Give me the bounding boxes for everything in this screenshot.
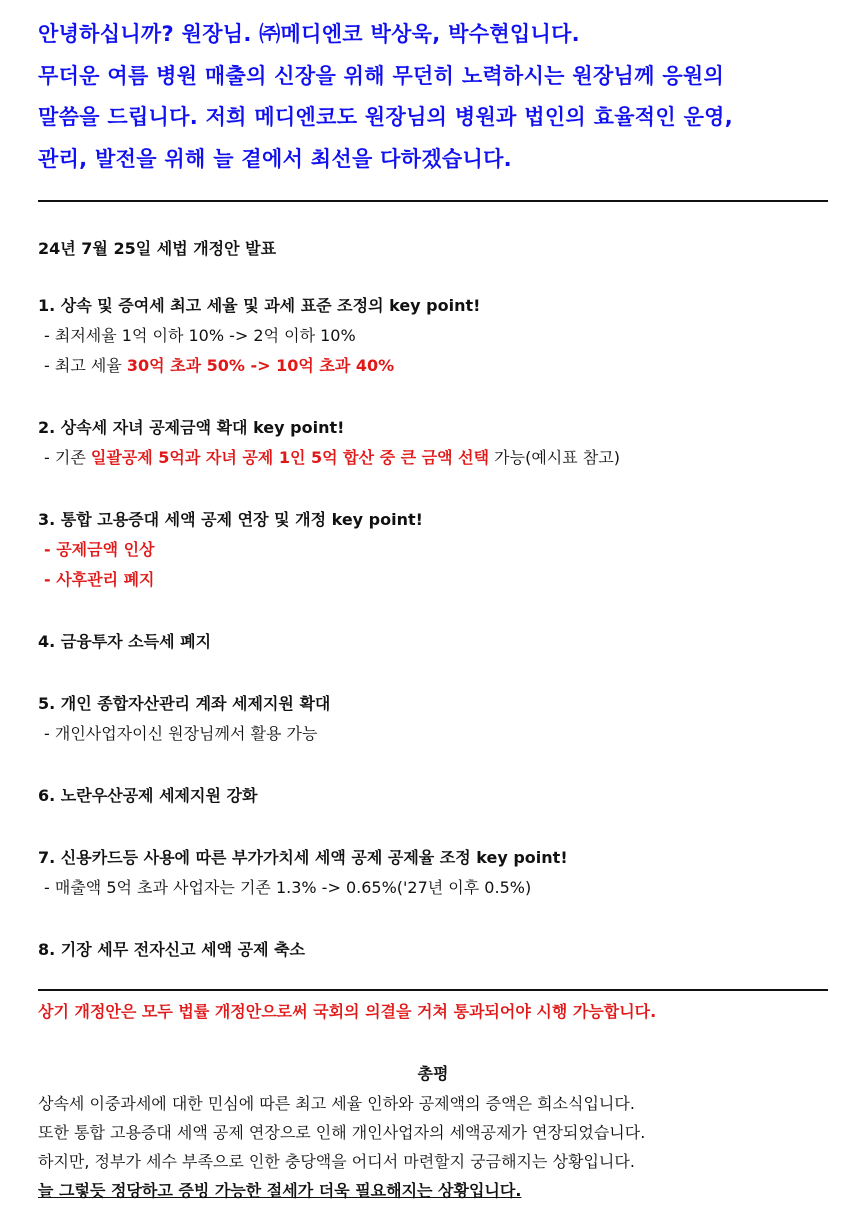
list-item: [38, 505, 828, 595]
legal-notice: 상기 개정안은 모두 법률 개정안으로써 국회의 의결을 거쳐 통과되어야 시행 가능합니다.: [38, 1002, 657, 1021]
intro-greeting: [38, 14, 828, 180]
document-page: [38, 0, 828, 1205]
item-title: 1. 상속 및 증여세 최고 세율 및 과세 표준 조정의 key point!: [38, 296, 481, 315]
highlight-text: 일괄공제 5억과 자녀 공제 1인 5억 합산 중 큰 금액 선택: [90, 448, 490, 467]
list-item: [38, 689, 828, 749]
announcement-date: 24년 7월 25일 세법 개정안 발표: [38, 239, 277, 258]
summary-line: 하지만, 정부가 세수 부족으로 인한 충당액을 어디서 마련할지 궁금해지는 상황입니다.: [38, 1152, 635, 1171]
item-title: 8. 기장 세무 전자신고 세액 공제 축소: [38, 940, 306, 959]
list-item: [38, 843, 828, 903]
intro-line: 관리, 발전을 위해 늘 곁에서 최선을 다하겠습니다.: [38, 146, 512, 171]
item-title: 5. 개인 종합자산관리 계좌 세제지원 확대: [38, 694, 331, 713]
item-detail: - 최저세율 1억 이하 10% -> 2억 이하 10%: [44, 326, 356, 345]
intro-line: 말씀을 드립니다. 저희 메디엔코도 원장님의 병원과 법인의 효율적인 운영,: [38, 105, 734, 129]
item-title: 4. 금융투자 소득세 폐지: [38, 632, 212, 651]
detail-prefix: - 최고 세율: [44, 356, 127, 375]
highlight-text: 30억 초과 50% -> 10억 초과 40%: [126, 356, 395, 375]
list-item: [38, 781, 828, 811]
intro-line: 무더운 여름 병원 매출의 신장을 위해 무던히 노력하시는 원장님께 응원의: [38, 63, 725, 88]
divider: [38, 989, 828, 991]
item-title: 2. 상속세 자녀 공제금액 확대 key point!: [38, 418, 345, 437]
item-detail: [38, 351, 828, 381]
highlight-detail: - 공제금액 인상: [44, 540, 155, 559]
highlight-detail: - 사후관리 폐지: [44, 570, 155, 589]
summary-line: 또한 통합 고용증대 세액 공제 연장으로 인해 개인사업자의 세액공제가 연장되었습니다.: [38, 1123, 646, 1142]
summary-title: 총평: [417, 1064, 449, 1083]
intro-line: 안녕하십니까? 원장님. ㈜메디엔코 박상욱, 박수현입니다.: [38, 22, 580, 46]
list-item: [38, 935, 828, 965]
divider: [38, 200, 828, 202]
list-item: [38, 291, 828, 381]
detail-suffix: 가능(예시표 참고): [489, 448, 620, 467]
list-item: [38, 413, 828, 473]
item-title: 3. 통합 고용증대 세액 공제 연장 및 개정 key point!: [38, 510, 423, 529]
item-detail: - 개인사업자이신 원장님께서 활용 가능: [44, 724, 318, 743]
detail-prefix: - 기존: [44, 448, 91, 467]
list-item: [38, 627, 828, 657]
item-detail: - 매출액 5억 초과 사업자는 기존 1.3% -> 0.65%('27년 이후 0.5%): [44, 878, 532, 897]
summary-line: 상속세 이중과세에 대한 민심에 따른 최고 세율 인하와 공제액의 증액은 희소식입니다.: [38, 1094, 635, 1113]
summary-conclusion: 늘 그렇듯 정당하고 증빙 가능한 절세가 더욱 필요해지는 상황입니다.: [38, 1181, 522, 1200]
item-title: 6. 노란우산공제 세제지원 강화: [38, 786, 258, 805]
item-detail: [38, 443, 828, 473]
item-title: 7. 신용카드등 사용에 따른 부가가치세 세액 공제 공제율 조정 key point!: [38, 848, 568, 867]
